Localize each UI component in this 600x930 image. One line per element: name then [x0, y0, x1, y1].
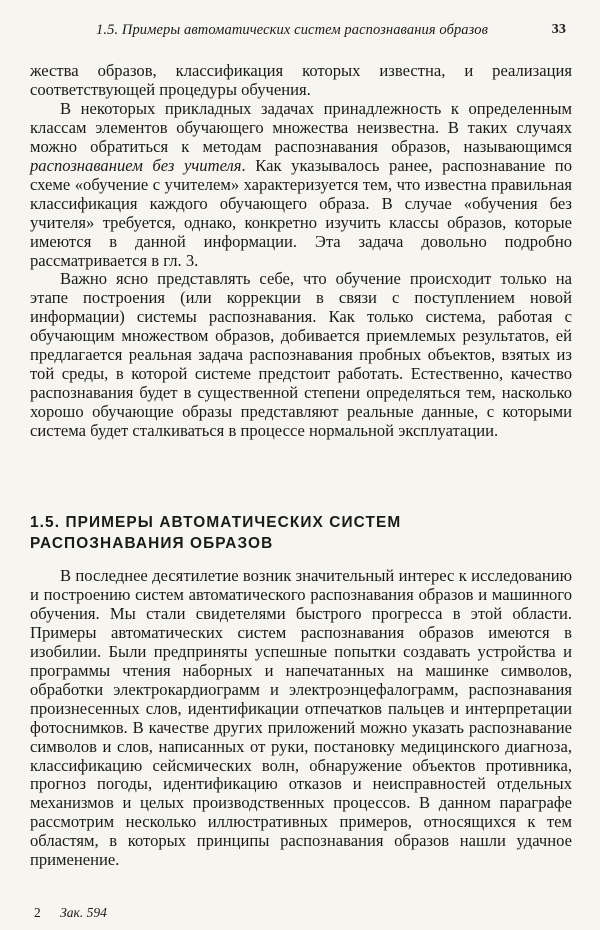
paragraph-continuation [30, 62, 572, 100]
section-heading-line-1: 1.5. ПРИМЕРЫ АВТОМАТИЧЕСКИХ СИСТЕМ [30, 514, 402, 531]
body-text-bottom [30, 567, 572, 870]
paragraph-training-phase [30, 270, 572, 441]
italic-term: распознаванием без учителя [30, 155, 242, 175]
section-heading-line-2: РАСПОЗНАВАНИЯ ОБРАЗОВ [30, 535, 274, 552]
text-run: . Как указывалось ранее, распознавание по схеме «обучение с учителем» характеризуется тем, что известна правильная классификация каждого обучающего образа. В случае «обучения без учителя» требуется, однако, конкретно изучить классы образов, которые имеются в данной информации. Эта задача довольно подробно рассматривается в гл. 3. [30, 155, 572, 270]
paragraph-examples [30, 567, 572, 870]
section-heading [30, 512, 550, 554]
text-run: В последнее десятилетие возник значительный интерес к исследованию и построению систем автоматического распознавания образов и машинного обучения. Мы стали свидетелями быстрого прогресса в этой области. Примеры автоматических систем распознавания образов имеются в изобилии. Были предприняты успешные попытки создавать устройства и программы чтения наборных и напечатанных на машинке символов, обработки электрокардиограмм и электроэнцефалограмм, распознавания произнесенных слов, идентификации отпечатков пальцев и интерпретации фотоснимков. В качестве других приложений можно указать распознавание символов и слов, написанных от руки, постановку медицинского диагноза, классификацию сейсмических волн, обнаружение объектов противника, прогноз погоды, идентификацию отказов и неисправностей отдельных механизмов и целых производственных процессов. В данном параграфе рассмотрим несколько иллюстративных примеров, относящихся к тем областям, в которых принципы распознавания образов нашли удачное применение. [30, 566, 572, 870]
order-note: Зак. 594 [60, 905, 107, 920]
page-number: 33 [551, 22, 566, 37]
page-footer [34, 905, 107, 921]
body-text-top [30, 62, 572, 441]
running-head-title: 1.5. Примеры автоматических систем распознавания образов [96, 22, 488, 38]
paragraph-unsupervised [30, 100, 572, 271]
signature-number: 2 [34, 905, 41, 920]
text-run: жества образов, классификация которых известна, и реализация соответствующей процедуры обучения. [30, 61, 572, 99]
text-run: В некоторых прикладных задачах принадлежность к определенным классам элементов обучающего множества неизвестна. В таких случаях можно обратиться к методам распознавания образов, называющимся [30, 98, 572, 156]
text-run: Важно ясно представлять себе, что обучение происходит только на этапе построения (или коррекции в связи с поступлением новой информации) системы распознавания. Как только система, работая с обучающим множеством образов, добивается приемлемых результатов, ей предлагается реальная задача распознавания пробных объектов, взятых из той среды, в которой системе предстоит работать. Естественно, качество распознавания будет в существенной степени определяться тем, насколько хорошо обучающие образы представляют реальные данные, с которыми система будет сталкиваться в процессе нормальной эксплуатации. [30, 269, 572, 441]
